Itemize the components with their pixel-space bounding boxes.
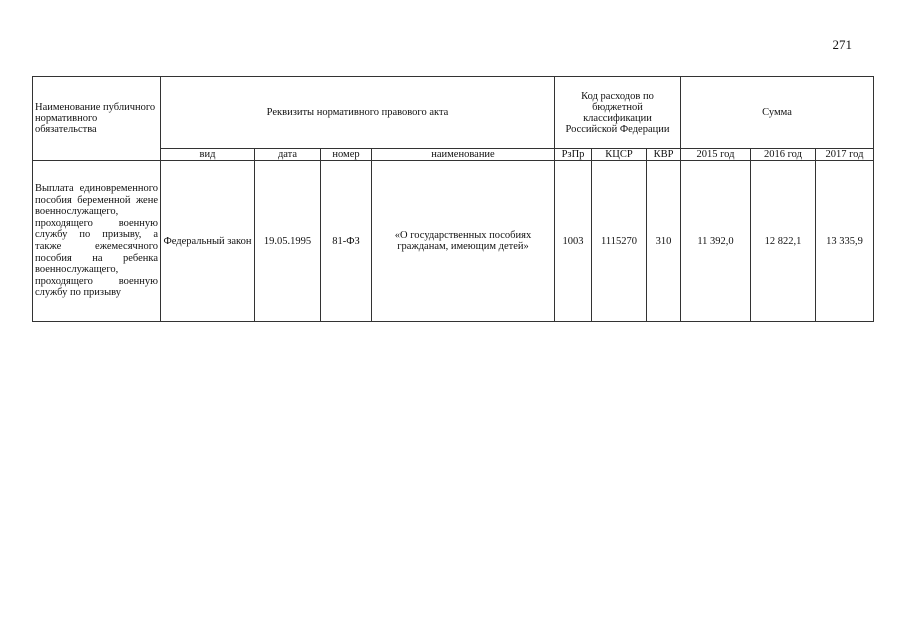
- cell-kvr: 310: [647, 161, 681, 322]
- subheader-kind: вид: [161, 149, 255, 161]
- subheader-number: номер: [321, 149, 372, 161]
- header-act-requisites: Реквизиты нормативного правового акта: [161, 77, 555, 149]
- cell-title: «О государственных пособиях гражданам, имеющим детей»: [372, 161, 555, 322]
- subheader-kcsr: КЦСР: [592, 149, 647, 161]
- cell-sum-2015: 11 392,0: [681, 161, 751, 322]
- header-row: [33, 77, 874, 149]
- subheader-year-2015: 2015 год: [681, 149, 751, 161]
- cell-sum-2017: 13 335,9: [816, 161, 874, 322]
- cell-kcsr: 1115270: [592, 161, 647, 322]
- cell-sum-2016: 12 822,1: [751, 161, 816, 322]
- obligations-table: [32, 76, 874, 322]
- subheader-rzpr: РзПр: [555, 149, 592, 161]
- page-number: 271: [832, 37, 852, 52]
- cell-obligation: Выплата единовременного пособия беременной жене военнослужащего, проходящего военную службу по призыву, а также ежемесячного пособия на ребенка военнослужащего, проходящего военную службу по призыву: [33, 161, 161, 322]
- header-amount: Сумма: [681, 77, 874, 149]
- header-obligation-name: Наименование публичного нормативного обязательства: [33, 77, 161, 161]
- cell-rzpr: 1003: [555, 161, 592, 322]
- header-expense-code: Код расходов по бюджетной классификации Российской Федерации: [555, 77, 681, 149]
- cell-kind: Федеральный закон: [161, 161, 255, 322]
- subheader-year-2016: 2016 год: [751, 149, 816, 161]
- subheader-date: дата: [255, 149, 321, 161]
- subheader-year-2017: 2017 год: [816, 149, 874, 161]
- subheader-kvr: КВР: [647, 149, 681, 161]
- subheader-title: наименование: [372, 149, 555, 161]
- cell-number: 81-ФЗ: [321, 161, 372, 322]
- cell-date: 19.05.1995: [255, 161, 321, 322]
- table-row: [33, 161, 874, 322]
